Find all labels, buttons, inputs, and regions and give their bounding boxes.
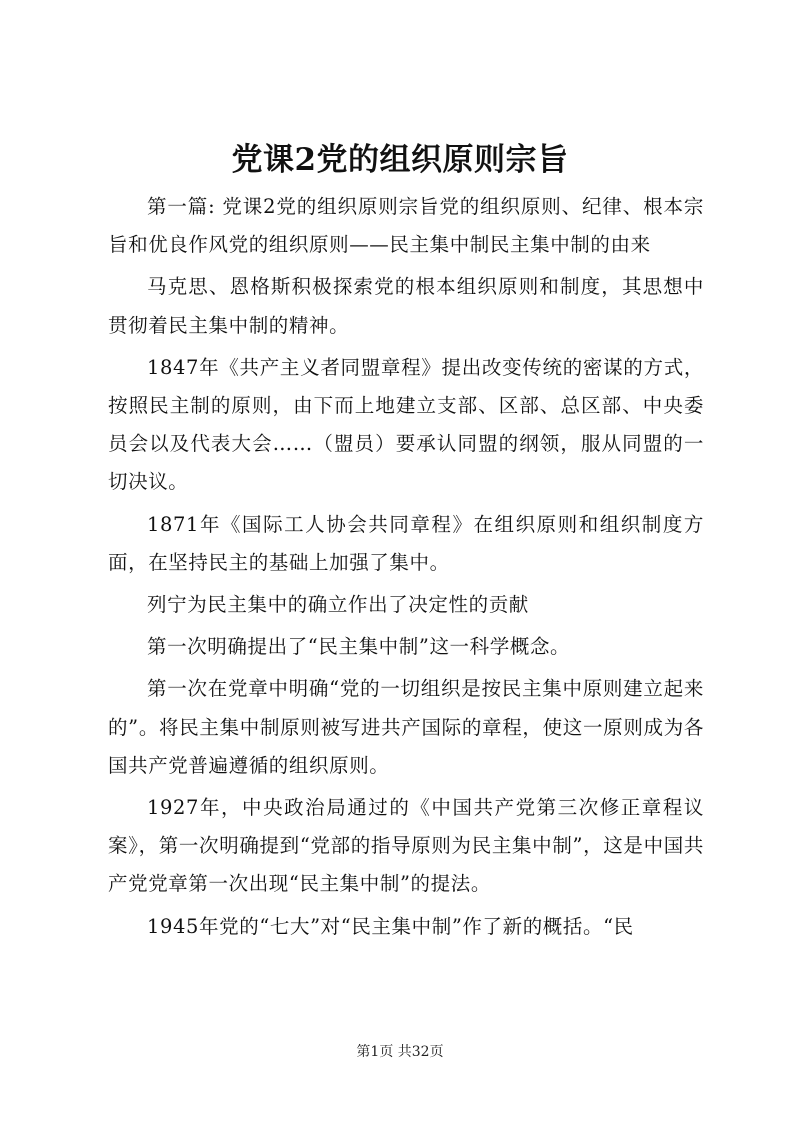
- paragraph: 1945年党的“七大”对“民主集中制”作了新的概括。“民: [147, 914, 634, 938]
- paragraph: 第一篇: 党课2党的组织原则宗旨党的组织原则、纪律、根本宗旨和优良作风党的组织原则——民主集中制民主集中制的由来: [108, 195, 704, 257]
- paragraph: 第一次在党章中明确“党的一切组织是按民主集中原则建立起来的”。将民主集中制原则被写进共产国际的章程，使这一原则成为各国共产党普遍遵循的组织原则。: [108, 677, 704, 777]
- paragraph: 1847年《共产主义者同盟章程》提出改变传统的密谋的方式，按照民主制的原则，由下而上地建立支部、区部、总区部、中央委员会以及代表大会……（盟员）要承认同盟的纲领，服从同盟的一切决议。: [108, 355, 704, 494]
- document-body: [108, 188, 704, 950]
- paragraph: 第一次明确提出了“民主集中制”这一科学概念。: [147, 635, 571, 659]
- paragraph: 1871年《国际工人协会共同章程》在组织原则和组织制度方面，在坚持民主的基础上加强了集中。: [108, 512, 704, 574]
- page-footer: 第1页 共32页: [356, 1044, 444, 1060]
- paragraph: 马克思、恩格斯积极探索党的根本组织原则和制度，其思想中贯彻着民主集中制的精神。: [108, 275, 704, 337]
- paragraph: 1927年，中央政治局通过的《中国共产党第三次修正章程议案》，第一次明确提到“党部的指导原则为民主集中制”，这是中国共产党党章第一次出现“民主集中制”的提法。: [108, 796, 704, 896]
- paragraph: 列宁为民主集中的确立作出了决定性的贡献: [147, 593, 529, 617]
- page-title: 党课2党的组织原则宗旨: [231, 142, 569, 178]
